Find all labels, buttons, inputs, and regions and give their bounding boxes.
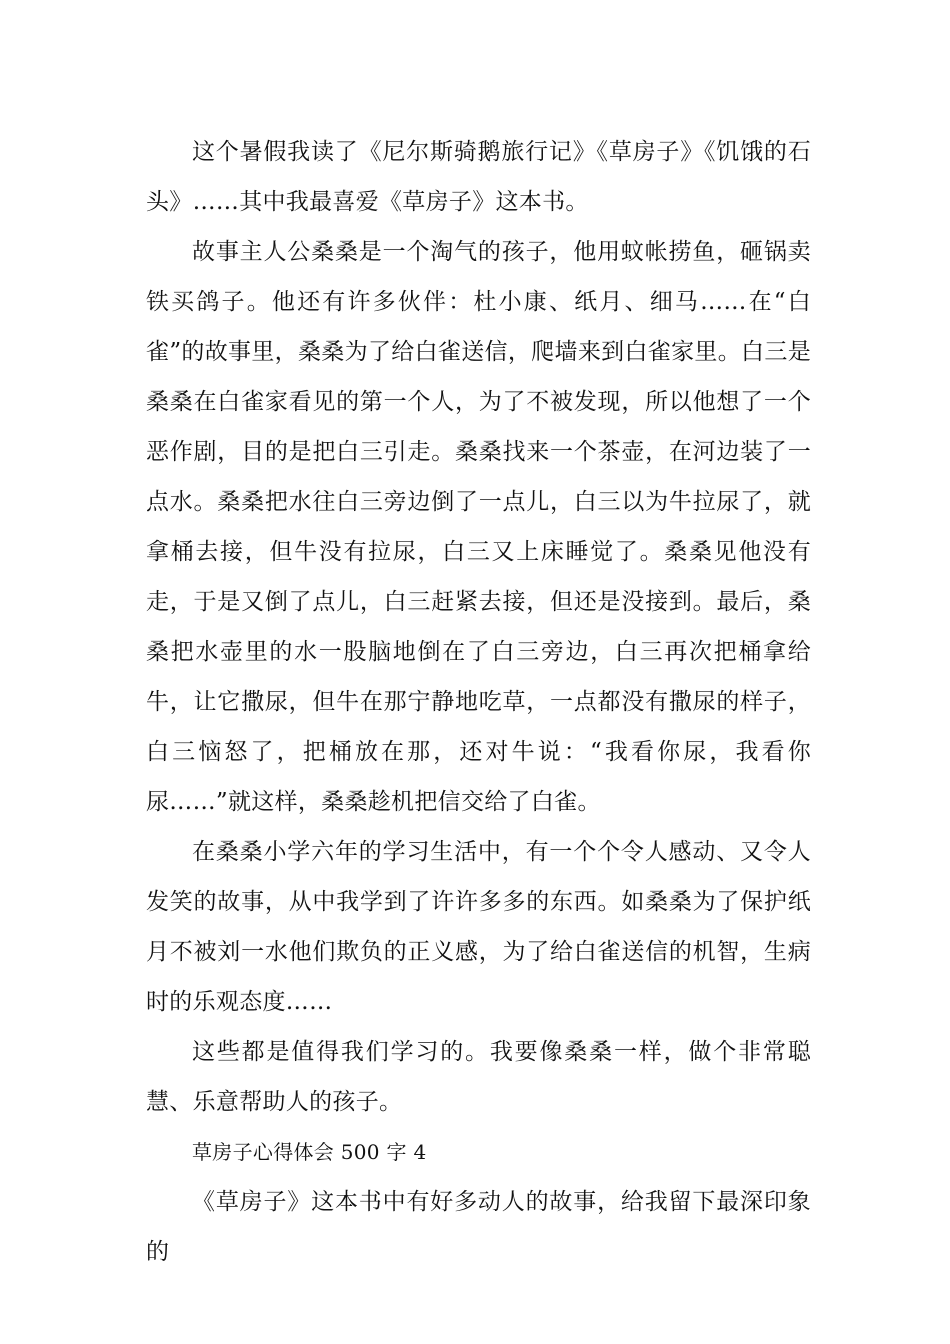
paragraph-4: 这些都是值得我们学习的。我要像桑桑一样，做个非常聪慧、乐意帮助人的孩子。 [146,1039,811,1115]
paragraph-5: 《草房子》这本书中有好多动人的故事，给我留下最深印象的 [146,1189,811,1265]
paragraph-2: 故事主人公桑桑是一个淘气的孩子，他用蚊帐捞鱼，砸锅卖铁买鸽子。他还有许多伙伴：杜小康、纸月、细马……在“白雀”的故事里，桑桑为了给白雀送信，爬墙来到白雀家里。白三是桑桑在白雀家看见的第一个人，为了不被发现，所以他想了一个恶作剧，目的是把白三引走。桑桑找来一个茶壶，在河边装了一点水。桑桑把水往白三旁边倒了一点儿，白三以为牛拉尿了，就拿桶去接，但牛没有拉尿，白三又上床睡觉了。桑桑见他没有走，于是又倒了点儿，白三赶紧去接，但还是没接到。最后，桑桑把水壶里的水一股脑地倒在了白三旁边，白三再次把桶拿给牛，让它撒尿，但牛在那宁静地吃草，一点都没有撒尿的样子，白三恼怒了，把桶放在那，还对牛说：“我看你尿，我看你尿……”就这样，桑桑趁机把信交给了白雀。 [146,239,811,815]
paragraph-3: 在桑桑小学六年的学习生活中，有一个个令人感动、又令人发笑的故事，从中我学到了许许多多的东西。如桑桑为了保护纸月不被刘一水他们欺负的正义感，为了给白雀送信的机智，生病时的乐观态度…… [146,839,811,1015]
document-body [146,127,811,1277]
paragraph-1: 这个暑假我读了《尼尔斯骑鹅旅行记》《草房子》《饥饿的石头》……其中我最喜爱《草房子》这本书。 [146,139,811,215]
section-heading: 草房子心得体会 500 字 4 [192,1140,427,1164]
